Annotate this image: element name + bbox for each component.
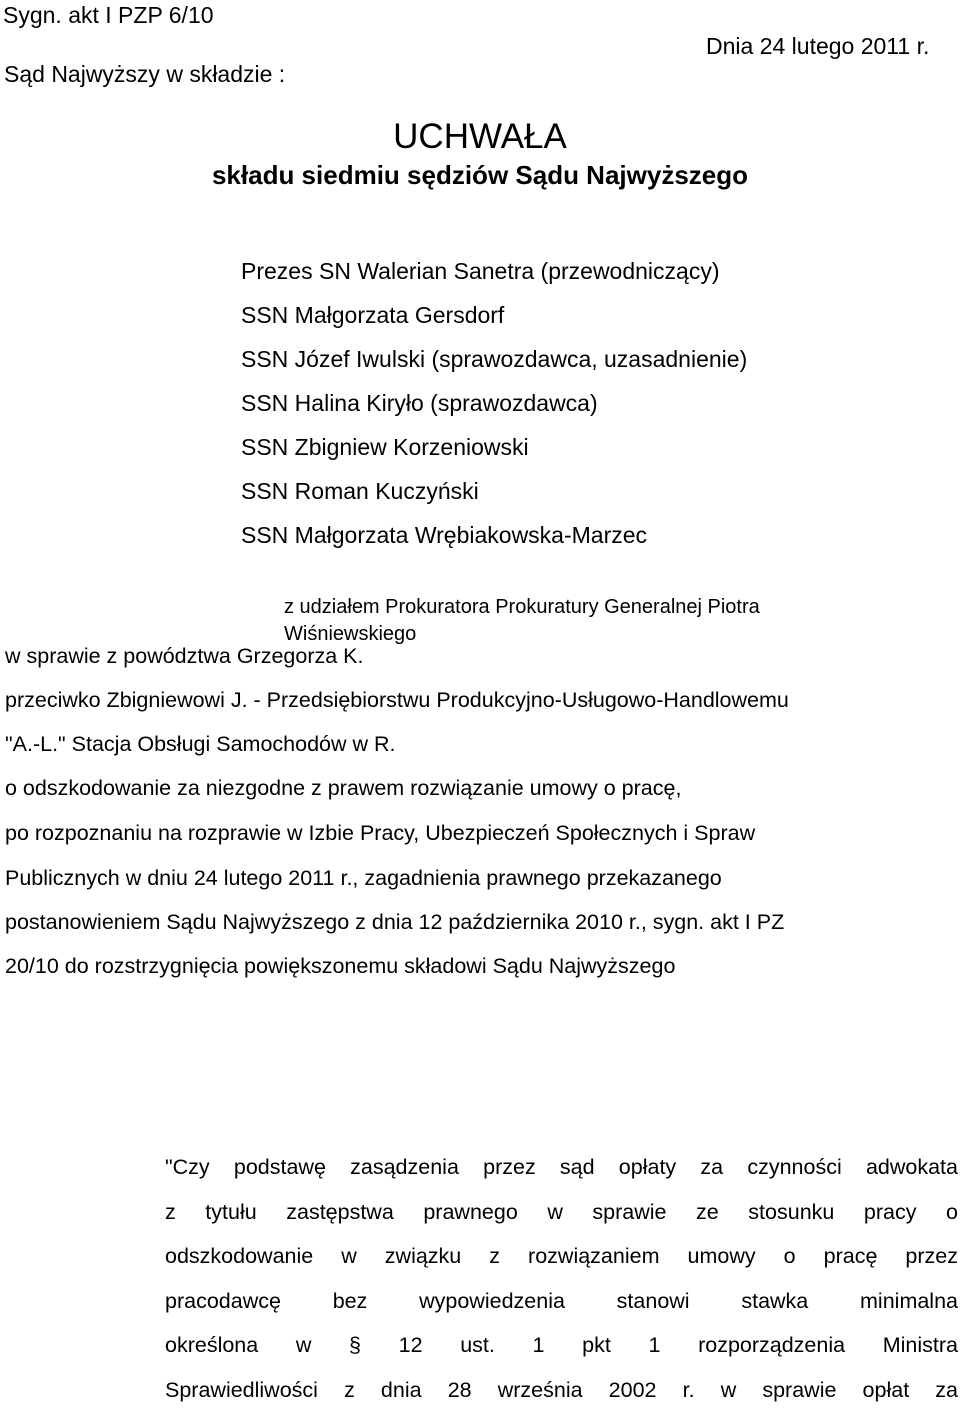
question-line: odszkodowanie w związku z rozwiązaniem umowy o pracę przez	[165, 1244, 958, 1269]
legal-question	[165, 1145, 958, 1413]
panel-member: SSN Małgorzata Gersdorf	[241, 302, 505, 328]
prosecutor-line: Wiśniewskiego	[284, 623, 417, 645]
court-label: Sąd Najwyższy w składzie :	[4, 61, 286, 87]
case-line: przeciwko Zbigniewowi J. - Przedsiębiorstwu Produkcyjno-Usługowo-Handlowemu	[5, 688, 789, 712]
case-line: "A.-L." Stacja Obsługi Samochodów w R.	[5, 732, 396, 756]
question-line: Sprawiedliwości z dnia 28 września 2002 r. w sprawie opłat za	[165, 1377, 958, 1402]
case-line: postanowieniem Sądu Najwyższego z dnia 12 października 2010 r., sygn. akt I PZ	[5, 910, 785, 934]
case-signature: Sygn. akt I PZP 6/10	[3, 2, 214, 28]
case-line: po rozpoznaniu na rozprawie w Izbie Pracy, Ubezpieczeń Społecznych i Spraw	[5, 821, 756, 845]
case-line: o odszkodowanie za niezgodne z prawem rozwiązanie umowy o pracę,	[5, 776, 682, 800]
panel-member: SSN Józef Iwulski (sprawozdawca, uzasadnienie)	[241, 346, 748, 372]
panel-member: SSN Roman Kuczyński	[241, 478, 479, 504]
document-title: UCHWAŁA	[393, 117, 567, 156]
case-line: 20/10 do rozstrzygnięcia powiększonemu składowi Sądu Najwyższego	[5, 954, 676, 978]
case-line: w sprawie z powództwa Grzegorza K.	[5, 644, 364, 668]
question-line: "Czy podstawę zasądzenia przez sąd opłaty za czynności adwokata	[165, 1155, 958, 1179]
panel-member: Prezes SN Walerian Sanetra (przewodniczący)	[241, 258, 720, 284]
panel-member: SSN Zbigniew Korzeniowski	[241, 434, 529, 460]
question-line: pracodawcę bez wypowiedzenia stanowi stawka minimalna	[165, 1288, 958, 1313]
panel-member: SSN Małgorzata Wrębiakowska-Marzec	[241, 522, 648, 548]
case-line: Publicznych w dniu 24 lutego 2011 r., zagadnienia prawnego przekazanego	[5, 866, 722, 890]
question-line: z tytułu zastępstwa prawnego w sprawie ze stosunku pracy o	[165, 1199, 958, 1224]
panel-member: SSN Halina Kiryło (sprawozdawca)	[241, 390, 598, 416]
question-line: określona w § 12 ust. 1 pkt 1 rozporządzenia Ministra	[165, 1333, 958, 1358]
prosecutor-line: z udziałem Prokuratora Prokuratury Generalnej Piotra	[284, 596, 760, 618]
document-date: Dnia 24 lutego 2011 r.	[706, 33, 930, 59]
document-subtitle: składu siedmiu sędziów Sądu Najwyższego	[211, 160, 749, 190]
